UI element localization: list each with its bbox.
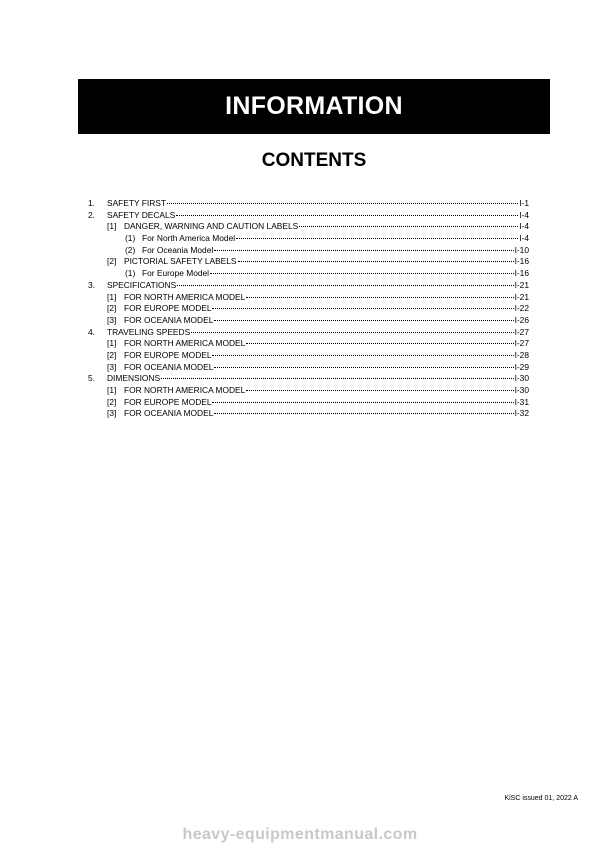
- dot-leader: [210, 272, 514, 274]
- dot-leader: [212, 307, 513, 309]
- toc-page-number: I-27: [514, 338, 529, 349]
- toc-number: (2): [125, 244, 136, 255]
- toc-label: DIMENSIONS: [107, 373, 161, 384]
- dot-leader: [246, 342, 513, 344]
- contents-heading: CONTENTS: [261, 150, 367, 171]
- dot-leader: [176, 214, 518, 216]
- toc-entry[interactable]: [88, 338, 529, 350]
- toc-page-number: I-10: [514, 244, 529, 255]
- toc-page-number: I-1: [519, 198, 529, 208]
- dot-leader: [238, 260, 514, 262]
- toc-number: [1]: [107, 291, 117, 302]
- dot-leader: [214, 319, 513, 321]
- toc-number: [1]: [107, 221, 117, 232]
- toc-number: 2.: [88, 209, 95, 220]
- toc-number: [2]: [107, 256, 117, 267]
- toc-entry[interactable]: [88, 256, 529, 268]
- toc-page-number: I-26: [514, 314, 529, 325]
- toc-label: For Oceania Model: [142, 244, 214, 255]
- toc-label: FOR OCEANIA MODEL: [124, 361, 214, 372]
- dot-leader: [214, 249, 513, 251]
- toc-number: 3.: [88, 279, 95, 290]
- toc-label: FOR EUROPE MODEL: [124, 303, 212, 314]
- toc-entry[interactable]: [88, 397, 529, 409]
- toc-page-number: I-28: [514, 349, 529, 360]
- toc-page-number: I-32: [514, 408, 529, 419]
- dot-leader: [191, 331, 513, 333]
- dot-leader: [236, 237, 518, 239]
- dot-leader: [214, 412, 513, 414]
- dot-leader: [177, 284, 513, 286]
- toc-number: [2]: [107, 303, 117, 314]
- toc-number: [2]: [107, 396, 117, 407]
- dot-leader: [214, 366, 513, 368]
- dot-leader: [161, 377, 514, 379]
- toc-page-number: I-21: [514, 279, 529, 290]
- toc-entry[interactable]: [88, 408, 529, 420]
- toc-label: FOR NORTH AMERICA MODEL: [124, 385, 246, 395]
- toc-entry[interactable]: [88, 373, 529, 385]
- toc-label: DANGER, WARNING AND CAUTION LABELS: [124, 221, 299, 232]
- toc-page-number: I-16: [514, 256, 529, 267]
- toc-number: [1]: [107, 338, 117, 349]
- toc-label: FOR NORTH AMERICA MODEL: [124, 291, 246, 302]
- toc-page-number: I-4: [519, 221, 529, 232]
- toc-page-number: I-31: [514, 396, 529, 407]
- toc-number: [2]: [107, 349, 117, 360]
- toc-entry[interactable]: [88, 362, 529, 374]
- toc-page-number: I-29: [514, 361, 529, 372]
- dot-leader: [167, 202, 518, 204]
- toc-entry[interactable]: [88, 315, 529, 327]
- table-of-contents: [88, 198, 529, 420]
- toc-entry[interactable]: [88, 385, 529, 397]
- toc-entry[interactable]: [88, 198, 529, 210]
- toc-number: [3]: [107, 361, 117, 372]
- toc-entry[interactable]: [88, 327, 529, 339]
- toc-number: 4.: [88, 326, 95, 337]
- toc-label: FOR EUROPE MODEL: [124, 349, 212, 360]
- toc-label: FOR OCEANIA MODEL: [124, 408, 214, 419]
- toc-number: 5.: [88, 373, 95, 384]
- toc-label: FOR OCEANIA MODEL: [124, 314, 214, 325]
- toc-entry[interactable]: [88, 268, 529, 280]
- toc-page-number: I-30: [514, 385, 529, 395]
- toc-number: (1): [125, 233, 136, 244]
- toc-label: TRAVELING SPEEDS: [107, 326, 191, 337]
- toc-label: FOR EUROPE MODEL: [124, 396, 212, 407]
- toc-entry[interactable]: [88, 292, 529, 304]
- toc-number: (1): [125, 268, 136, 279]
- toc-label: SPECIFICATIONS: [107, 279, 177, 290]
- dot-leader: [246, 296, 513, 298]
- header-banner: [78, 79, 550, 134]
- toc-label: SAFETY FIRST: [107, 198, 166, 208]
- toc-entry[interactable]: [88, 210, 529, 222]
- watermark: heavy-equipmentmanual.com: [182, 826, 418, 843]
- toc-page-number: I-4: [519, 233, 529, 244]
- toc-number: [3]: [107, 408, 117, 419]
- toc-page-number: I-21: [514, 291, 529, 302]
- toc-number: [1]: [107, 385, 117, 395]
- dot-leader: [299, 225, 518, 227]
- dot-leader: [212, 354, 513, 356]
- toc-entry[interactable]: [88, 350, 529, 362]
- dot-leader: [246, 389, 513, 391]
- toc-label: For North America Model: [142, 233, 236, 244]
- toc-entry[interactable]: [88, 221, 529, 233]
- toc-page-number: I-4: [519, 209, 529, 220]
- toc-page-number: I-30: [514, 373, 529, 384]
- issue-code: KiSC issued 01, 2022 A: [504, 795, 578, 802]
- toc-entry[interactable]: [88, 280, 529, 292]
- dot-leader: [212, 401, 513, 403]
- toc-page-number: I-22: [514, 303, 529, 314]
- toc-entry[interactable]: [88, 303, 529, 315]
- page-title: INFORMATION: [225, 92, 403, 120]
- toc-page-number: I-27: [514, 326, 529, 337]
- toc-number: 1.: [88, 198, 95, 208]
- toc-page-number: I-16: [514, 268, 529, 279]
- toc-label: FOR NORTH AMERICA MODEL: [124, 338, 246, 349]
- toc-label: PICTORIAL SAFETY LABELS: [124, 256, 237, 267]
- toc-entry[interactable]: [88, 233, 529, 245]
- toc-label: For Europe Model: [142, 268, 210, 279]
- toc-entry[interactable]: [88, 245, 529, 257]
- toc-number: [3]: [107, 314, 117, 325]
- toc-label: SAFETY DECALS: [107, 209, 176, 220]
